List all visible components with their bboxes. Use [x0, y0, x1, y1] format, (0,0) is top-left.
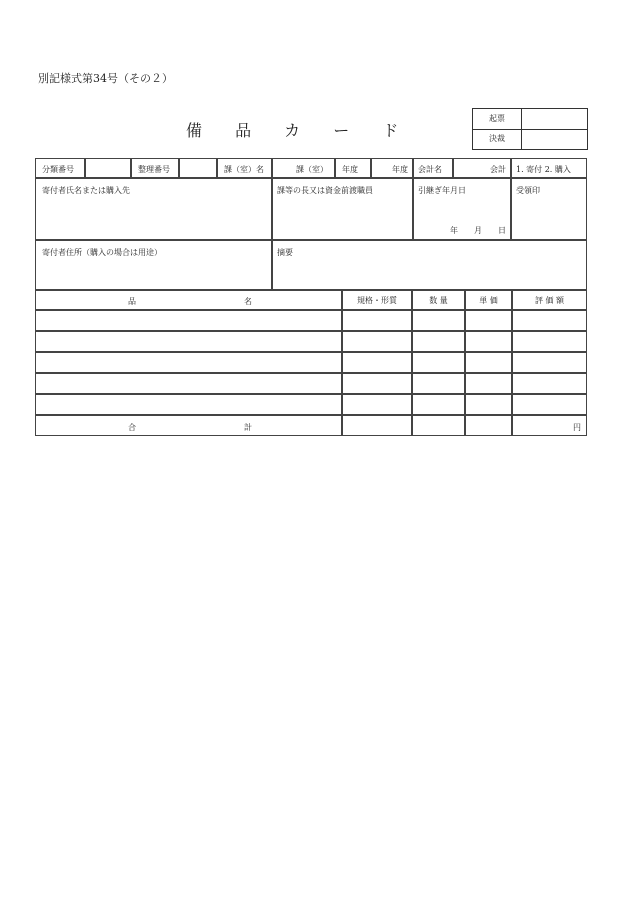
item-row-3-spec[interactable]	[342, 352, 412, 373]
total-unit	[465, 415, 512, 436]
yen-label: 円	[573, 423, 581, 432]
item-row-3-value[interactable]	[512, 352, 587, 373]
field-kaikei[interactable]: 会計	[453, 158, 511, 178]
field-ka[interactable]: 課（室）	[272, 158, 335, 178]
item-row-2-value[interactable]	[512, 331, 587, 352]
approval-row-draft	[473, 109, 587, 130]
item-row-4-name[interactable]	[35, 373, 342, 394]
approval-field-decision[interactable]	[521, 129, 587, 149]
field-handover-date[interactable]: 引継ぎ年月日 年 月 日	[413, 178, 511, 240]
approval-label-decision: 決裁	[473, 129, 522, 149]
page-title: 備 品 カ ー ド	[186, 121, 413, 140]
item-row-4-spec[interactable]	[342, 373, 412, 394]
item-row-3-qty[interactable]	[412, 352, 465, 373]
total-label: 合 計	[35, 415, 342, 436]
field-bunrui[interactable]	[85, 158, 131, 178]
label-seiri: 整理番号	[131, 158, 179, 178]
field-seiri[interactable]	[179, 158, 217, 178]
header-spec: 規格・形質	[342, 290, 412, 310]
item-row-4-value[interactable]	[512, 373, 587, 394]
item-row-4-unit[interactable]	[465, 373, 512, 394]
header-quantity: 数 量	[412, 290, 465, 310]
item-row-5-spec[interactable]	[342, 394, 412, 415]
field-nendo-2[interactable]: 年度	[371, 158, 413, 178]
item-row-5-unit[interactable]	[465, 394, 512, 415]
field-manager[interactable]: 課等の長又は資金前渡職員	[272, 178, 413, 240]
header-item-name: 品 名	[35, 290, 342, 310]
item-row-2-spec[interactable]	[342, 331, 412, 352]
header-unit-price: 単 価	[465, 290, 512, 310]
item-row-5-value[interactable]	[512, 394, 587, 415]
total-spec	[342, 415, 412, 436]
approval-label-draft: 起票	[473, 109, 522, 129]
field-nendo-1[interactable]: 年度	[335, 158, 371, 178]
item-row-4-qty[interactable]	[412, 373, 465, 394]
equipment-card-grid	[35, 158, 587, 436]
item-row-1-name[interactable]	[35, 310, 342, 331]
form-number-label: 別記様式第34号（その２）	[38, 72, 173, 85]
header-valuation: 評 価 額	[512, 290, 587, 310]
item-row-1-spec[interactable]	[342, 310, 412, 331]
item-row-1-qty[interactable]	[412, 310, 465, 331]
item-row-2-qty[interactable]	[412, 331, 465, 352]
approval-field-draft[interactable]	[521, 109, 587, 129]
item-row-3-name[interactable]	[35, 352, 342, 373]
approval-box	[472, 108, 588, 150]
total-value[interactable]	[512, 415, 587, 436]
date-year-label: 年	[450, 226, 458, 235]
item-row-2-name[interactable]	[35, 331, 342, 352]
approval-row-decision	[473, 129, 587, 149]
item-row-5-qty[interactable]	[412, 394, 465, 415]
field-donor-address[interactable]: 寄付者住所（購入の場合は用途）	[35, 240, 272, 290]
date-day-label: 日	[498, 226, 506, 235]
field-receipt-stamp[interactable]: 受領印	[511, 178, 587, 240]
item-row-1-unit[interactable]	[465, 310, 512, 331]
label-ka-name: 課（室）名	[217, 158, 272, 178]
label-bunrui: 分類番号	[35, 158, 85, 178]
total-qty[interactable]	[412, 415, 465, 436]
date-month-label: 月	[474, 226, 482, 235]
field-donor-or-supplier[interactable]: 寄付者氏名または購入先	[35, 178, 272, 240]
item-row-1-value[interactable]	[512, 310, 587, 331]
item-row-2-unit[interactable]	[465, 331, 512, 352]
field-memo[interactable]: 摘要	[272, 240, 587, 290]
item-row-3-unit[interactable]	[465, 352, 512, 373]
label-kaikei-name: 会計名	[413, 158, 453, 178]
field-acquisition-type[interactable]: 1. 寄付 2. 購入	[511, 158, 587, 178]
item-row-5-name[interactable]	[35, 394, 342, 415]
